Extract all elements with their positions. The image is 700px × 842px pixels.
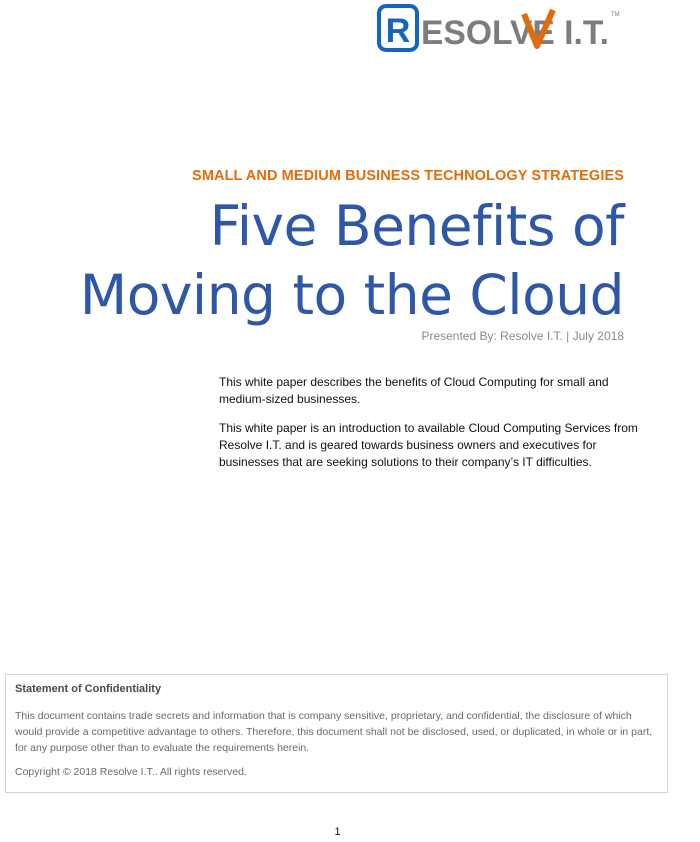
logo-letter: R [385,12,411,50]
intro-paragraph-1: This white paper describes the benefits of Cloud Computing for small and medium-sized businesses. [219,375,609,406]
document-subtitle: SMALL AND MEDIUM BUSINESS TECHNOLOGY STRATEGIES [192,168,624,184]
document-title [80,192,624,330]
confidentiality-title: Statement of Confidentiality [15,683,162,695]
title-line-1: Five Benefits of [209,194,624,258]
confidentiality-text: This document contains trade secrets and information that is company sensitive, proprietary, and confidential, the disclosure of which would provide a competitive advantage to others. Therefore, this document shall not be disclosed, used, or duplicated, in whole or in part, for any purpose other than to evaluate the requirements herein. [15,710,653,754]
logo-trademark: TM [611,12,620,18]
intro-paragraph-2: This white paper is an introduction to available Cloud Computing Services from Resolve I.T. and is geared towards business owners and executives for businesses that are seeking solutions to their company’s IT difficulties. [219,421,638,469]
presented-by: Presented By: Resolve I.T. | July 2018 [421,329,624,343]
title-line-2: Moving to the Cloud [79,263,624,327]
confidentiality-box [5,674,668,793]
logo-wordmark: ESOLVE I.T. [421,14,609,52]
intro-section [219,374,653,483]
copyright-notice: Copyright © 2018 Resolve I.T.. All rights reserved. [15,766,247,778]
company-logo [377,2,622,54]
page-number: 1 [334,826,341,838]
